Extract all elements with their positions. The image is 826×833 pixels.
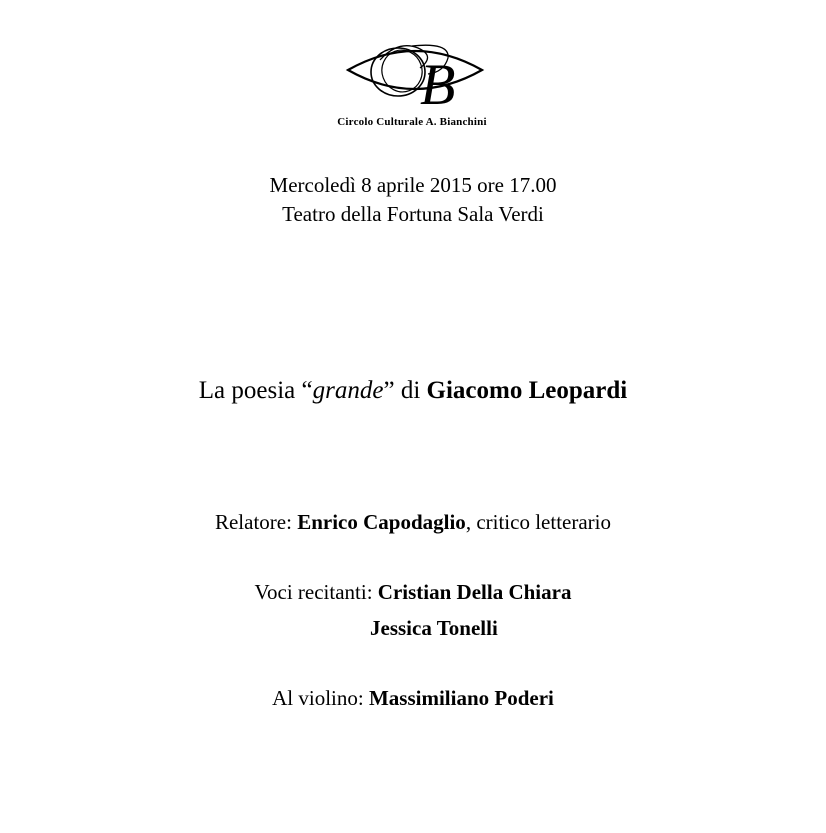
title-emphasis: grande [312, 377, 384, 404]
violin-line [0, 686, 826, 711]
speaker-label: Relatore: [214, 510, 298, 534]
voice-name-2: Jessica Tonelli [370, 616, 498, 640]
circolo-logo [340, 38, 490, 118]
title-prefix: La poesia [198, 377, 302, 404]
title-middle: di [394, 377, 427, 404]
speaker-name: Enrico Capodaglio [297, 510, 466, 534]
eye-monogram-icon [340, 38, 490, 118]
violin-label: Al violino: [272, 686, 369, 710]
voices-label: Voci recitanti: [254, 580, 378, 604]
monogram-letter: B [420, 52, 456, 117]
speaker-line [0, 510, 826, 535]
voice-name-1: Cristian Della Chiara [377, 580, 572, 604]
title-open-quote: “ [301, 377, 313, 404]
title-author: Giacomo Leopardi [426, 377, 628, 404]
title-close-quote: ” [383, 377, 395, 404]
logo-caption: Circolo Culturale A. Bianchini [337, 116, 487, 128]
voices-line [0, 580, 826, 605]
speaker-role: , critico letterario [465, 510, 611, 534]
event-venue: Teatro della Fortuna Sala Verdi [282, 202, 544, 226]
violin-name: Massimiliano Poderi [368, 686, 554, 710]
event-date-time: Mercoledì 8 aprile 2015 ore 17.00 [269, 173, 557, 197]
event-title [0, 377, 826, 405]
